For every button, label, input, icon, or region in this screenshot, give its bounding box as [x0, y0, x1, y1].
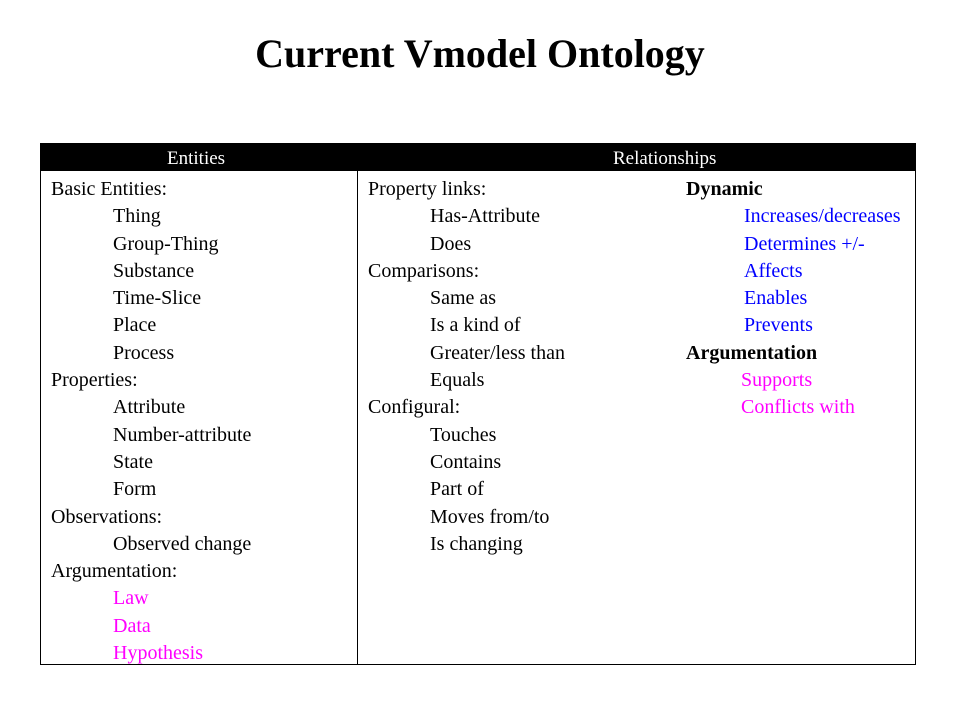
list-item: Hypothesis	[113, 642, 203, 665]
relationships-column-right	[686, 176, 901, 422]
header-relationships: Relationships	[613, 148, 717, 169]
list-item: Increases/decreases	[744, 205, 901, 228]
list-item: Process	[113, 341, 175, 364]
category-comparisons	[368, 258, 565, 285]
category-comparisons-colon: :	[473, 259, 480, 282]
list-item: Contains	[430, 450, 502, 473]
category-observations: Observations:	[51, 505, 163, 528]
category-basic-entities: Basic Entities:	[51, 178, 168, 200]
list-item: Prevents	[744, 314, 813, 337]
list-item: Touches	[430, 423, 497, 446]
category-argumentation-rel: Argumentation	[686, 341, 818, 364]
list-item: Thing	[113, 205, 161, 228]
list-item: Enables	[744, 287, 808, 310]
list-item: Place	[113, 314, 157, 337]
category-comparisons-label: Comparisons	[368, 259, 474, 282]
list-item: Has-Attribute	[430, 205, 540, 228]
category-properties-label: Properties	[51, 369, 133, 392]
list-item: Law	[113, 587, 149, 610]
list-item: Does	[430, 232, 472, 255]
category-property-links-label: Property links	[368, 178, 481, 200]
relationships-column-left	[368, 176, 565, 558]
list-item: Number-attribute	[113, 423, 252, 446]
list-item: Substance	[113, 259, 195, 282]
category-properties-colon: :	[132, 369, 138, 392]
list-item: Supports	[741, 369, 813, 392]
category-configural: Configural:	[368, 396, 461, 419]
list-item: Attribute	[113, 396, 186, 419]
category-properties	[51, 367, 251, 394]
category-property-links-colon: :	[480, 178, 487, 200]
list-item: Is changing	[430, 532, 523, 555]
column-divider	[357, 171, 358, 665]
list-item: State	[113, 450, 153, 473]
list-item: Part of	[430, 478, 484, 501]
list-item: Observed change	[113, 532, 252, 555]
entities-column	[51, 176, 251, 667]
table-header	[41, 144, 915, 171]
category-argumentation: Argumentation:	[51, 560, 178, 583]
list-item: Same as	[430, 287, 497, 310]
list-item: Form	[113, 478, 157, 501]
list-item: Affects	[744, 259, 803, 282]
list-item: Is a kind of	[430, 314, 521, 337]
list-item: Time-Slice	[113, 287, 202, 310]
list-item: Greater/less than	[430, 341, 565, 364]
list-item: Data	[113, 614, 151, 637]
list-item: Moves from/to	[430, 505, 550, 528]
category-dynamic: Dynamic	[686, 178, 763, 200]
page-title: Current Vmodel Ontology	[255, 31, 705, 76]
list-item: Conflicts with	[741, 396, 855, 419]
list-item: Equals	[430, 369, 485, 392]
list-item: Group-Thing	[113, 232, 219, 255]
ontology-table	[40, 143, 916, 665]
header-entities: Entities	[167, 148, 226, 169]
category-property-links	[368, 176, 565, 203]
list-item: Determines +/-	[744, 232, 865, 255]
